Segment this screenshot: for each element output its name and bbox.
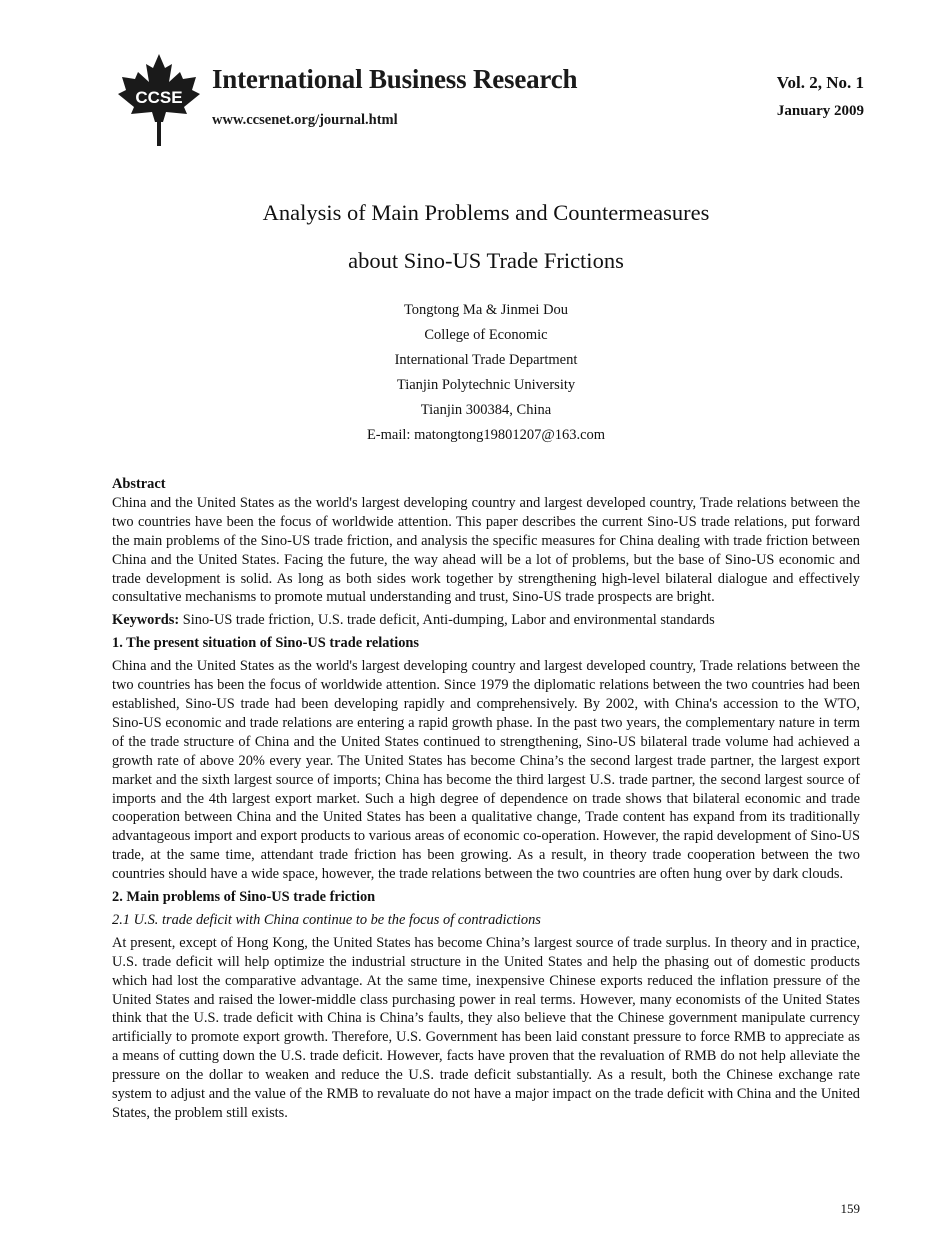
article-title-line-1: Analysis of Main Problems and Countermeasures: [262, 200, 710, 226]
affiliation-line: International Trade Department: [394, 352, 578, 368]
keywords-text: Sino-US trade friction, U.S. trade deficit, Anti-dumping, Labor and environmental standards: [179, 612, 715, 629]
journal-header: [112, 50, 872, 150]
page-number: 159: [840, 1201, 860, 1216]
ccse-maple-leaf-logo: [114, 52, 204, 147]
abstract-heading: Abstract: [112, 476, 166, 492]
affiliation-line: Tianjin 300384, China: [420, 402, 552, 418]
section-2-1-text: At present, except of Hong Kong, the United States has become China’s largest source of trade surplus. In theory and in practice, U.S. trade deficit will help optimize the industrial structure in the United States and help the phasing out of domestic products which had lost the comparative advantage. At the same time, inexpensive Chinese exports reduced the inflation pressure of the United States and raised the lower-middle class purchasing power in real terms. However, many economists of the United States think that the U.S. trade deficit with China is China’s faults, they also believe that the Chinese government manipulate currency artificially to promote export growth. Therefore, U.S. Government has been laid constant pressure to force RMB to appreciate as a means of cutting down the U.S. trade deficit. However, facts have proven that the revaluation of RMB do not help alleviate the pressure on the dollar to weaken and reduce the U.S. trade deficit substantially. As a result, both the Chinese exchange rate system to adjust and the value of the RMB to revaluate do not have a major impact on the trade deficit with China and the United States, the problem still exists.: [112, 934, 860, 1121]
keywords: [112, 611, 860, 630]
logo-text: CCSE: [135, 88, 183, 107]
maple-leaf-icon: [114, 52, 204, 147]
affiliation-line: College of Economic: [424, 327, 548, 343]
authors: Tongtong Ma & Jinmei Dou: [403, 302, 569, 318]
author-email[interactable]: E-mail: matongtong19801207@163.com: [366, 427, 606, 443]
section-1-text: China and the United States as the world's largest developing country and largest developed country, Trade relations between the two countries has been the focus of worldwide attention. Since 1979 the diplomatic relations between the two countries had been established, Sino-US trade had been developing rapidly and comprehensively. By 2002, with China's accession to the WTO, Sino-US economic and trade relations are entering a rapid growth phase. In the past two years, the complementary nature in term of the trade structure of China and the United States continued to strengthening, Sino-US bilateral trade volume had achieved a growth rate of above 20% every year. The United States has become China’s the second largest trade partner, the largest export market and the sixth largest source of imports; China has become the third largest U.S. trade partner, the second largest source of imports and the 4th largest export market. Such a high degree of dependence on trade shows that bilateral economic and trade cooperation between China and the United States has been a qualitative change, Trade content has expand from its traditionally advantageous import and export products to various areas of economic co-operation. However, the rapid development of Sino-US trade, at the same time, attendant trade friction has been growing. As a result, in theory trade cooperation between the two countries should have a wide space, however, the trade relations between the two countries are often hung over by dark clouds.: [112, 658, 860, 883]
journal-url[interactable]: www.ccsenet.org/journal.html: [212, 112, 398, 128]
article-title-line-2: about Sino-US Trade Frictions: [348, 248, 624, 274]
keywords-label: Keywords:: [112, 612, 180, 629]
article-body: [112, 475, 860, 1123]
author-affiliation-block: [112, 298, 860, 448]
abstract-text: China and the United States as the world's largest developing country and largest developed country, Trade relations between the two countries have been the focus of worldwide attention. This paper describes the current Sino-US trade relations, put forward the main problems of the Sino-US trade friction, and analysis the specific measures for China dealing with trade friction between China and the United States. Facing the future, the way ahead will be a lot of problems, but the base of Sino-US economic and trade development is solid. As long as both sides work together by strengthening high-level bilateral dialogue and effectively consultative mechanisms to promote mutual understanding and trust, Sino-US trade prospects are bright.: [112, 494, 860, 606]
journal-name: International Business Research: [212, 64, 578, 94]
affiliation-line: Tianjin Polytechnic University: [396, 377, 576, 393]
section-1-heading: 1. The present situation of Sino-US trade relations: [112, 635, 420, 652]
journal-volume: Vol. 2, No. 1: [776, 73, 864, 92]
journal-date: January 2009: [776, 103, 864, 119]
section-2-heading: 2. Main problems of Sino-US trade friction: [112, 889, 376, 906]
section-2-1-heading: 2.1 U.S. trade deficit with China continue to be the focus of contradictions: [112, 911, 541, 928]
